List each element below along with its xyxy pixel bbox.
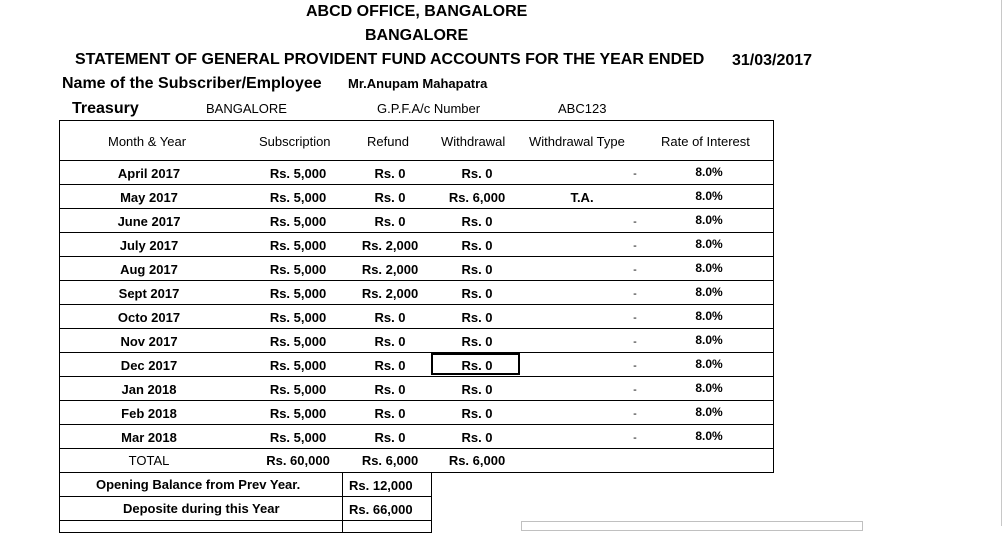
deposit-label: Deposite during this Year	[123, 501, 280, 516]
cell-rate[interactable]: 8.0%	[695, 261, 723, 275]
cell-refund[interactable]: Rs. 0	[374, 382, 406, 397]
cell-month[interactable]: Octo 2017	[117, 310, 181, 325]
cell-withdrawal[interactable]: Rs. 0	[461, 382, 493, 397]
sheet-right-border	[1001, 0, 1002, 526]
cell-month[interactable]: Sept 2017	[118, 286, 180, 301]
cell-rate[interactable]: 8.0%	[695, 429, 723, 443]
cell-withdrawal-type[interactable]: -	[633, 216, 637, 228]
cell-withdrawal-type[interactable]: -	[633, 408, 637, 420]
cell-month[interactable]: Nov 2017	[120, 334, 178, 349]
cell-subscription[interactable]: Rs. 5,000	[269, 262, 327, 277]
cell-subscription[interactable]: Rs. 5,000	[269, 382, 327, 397]
gpf-statement-table	[59, 120, 774, 473]
cell-refund[interactable]: Rs. 2,000	[361, 286, 419, 301]
total-subscription[interactable]: Rs. 60,000	[266, 453, 330, 468]
cell-refund[interactable]: Rs. 0	[374, 334, 406, 349]
row-separator	[60, 256, 773, 257]
cell-subscription[interactable]: Rs. 5,000	[269, 358, 327, 373]
header-withdrawal: Withdrawal	[441, 134, 506, 149]
gpf-value: ABC123	[558, 101, 607, 116]
subscriber-name: Mr.Anupam Mahapatra	[348, 76, 488, 91]
cell-rate[interactable]: 8.0%	[695, 405, 723, 419]
cell-withdrawal[interactable]: Rs. 0	[461, 430, 493, 445]
cell-month[interactable]: April 2017	[117, 166, 181, 181]
cell-month[interactable]: Mar 2018	[121, 430, 177, 445]
cell-subscription[interactable]: Rs. 5,000	[269, 406, 327, 421]
cell-refund[interactable]: Rs. 0	[374, 430, 406, 445]
cell-rate[interactable]: 8.0%	[695, 237, 723, 251]
cell-withdrawal[interactable]: Rs. 6,000	[448, 190, 506, 205]
header-withdrawal-type: Withdrawal Type	[529, 134, 625, 149]
treasury-label: Treasury	[72, 100, 139, 117]
cell-refund[interactable]: Rs. 0	[374, 358, 406, 373]
cell-rate[interactable]: 8.0%	[695, 381, 723, 395]
balance-row-separator	[60, 496, 431, 497]
balance-summary	[59, 473, 432, 533]
cell-month[interactable]: Dec 2017	[120, 358, 178, 373]
office-title: ABCD OFFICE, BANGALORE	[306, 3, 528, 20]
header-subscription: Subscription	[259, 134, 331, 149]
city-title: BANGALORE	[365, 27, 469, 44]
opening-balance-label: Opening Balance from Prev Year.	[96, 477, 301, 492]
treasury-value: BANGALORE	[206, 101, 287, 116]
cell-rate[interactable]: 8.0%	[695, 213, 723, 227]
selected-cell[interactable]	[431, 353, 520, 375]
cell-rate[interactable]: 8.0%	[695, 189, 723, 203]
total-withdrawal[interactable]: Rs. 6,000	[448, 453, 506, 468]
cell-withdrawal-type[interactable]: -	[633, 384, 637, 396]
cell-month[interactable]: Aug 2017	[120, 262, 178, 277]
row-separator	[60, 208, 773, 209]
row-separator	[60, 328, 773, 329]
balance-row-separator	[60, 520, 431, 521]
cell-withdrawal-type[interactable]: -	[633, 360, 637, 372]
cell-subscription[interactable]: Rs. 5,000	[269, 238, 327, 253]
balance-divider	[342, 473, 343, 532]
cell-rate[interactable]: 8.0%	[695, 165, 723, 179]
cell-rate[interactable]: 8.0%	[695, 309, 723, 323]
row-separator	[60, 400, 773, 401]
cell-withdrawal-type[interactable]: -	[633, 432, 637, 444]
cell-withdrawal[interactable]: Rs. 0	[461, 310, 493, 325]
row-separator	[60, 304, 773, 305]
cell-rate[interactable]: 8.0%	[695, 357, 723, 371]
cell-subscription[interactable]: Rs. 5,000	[269, 430, 327, 445]
row-separator	[60, 376, 773, 377]
cell-withdrawal[interactable]: Rs. 0	[461, 166, 493, 181]
cell-subscription[interactable]: Rs. 5,000	[269, 310, 327, 325]
header-rate: Rate of Interest	[661, 134, 750, 149]
row-separator	[60, 280, 773, 281]
cell-withdrawal-type[interactable]: -	[633, 240, 637, 252]
row-separator	[60, 352, 773, 353]
cell-withdrawal[interactable]: Rs. 0	[461, 286, 493, 301]
cell-withdrawal-type[interactable]: -	[633, 312, 637, 324]
cell-month[interactable]: Feb 2018	[121, 406, 177, 421]
header-separator	[60, 160, 773, 161]
cell-withdrawal[interactable]: Rs. 0	[461, 358, 493, 373]
total-month[interactable]: TOTAL	[128, 453, 170, 468]
cell-refund[interactable]: Rs. 2,000	[361, 262, 419, 277]
year-end-date: 31/03/2017	[732, 52, 813, 69]
cell-withdrawal[interactable]: Rs. 0	[461, 262, 493, 277]
cell-subscription[interactable]: Rs. 5,000	[269, 214, 327, 229]
cell-subscription[interactable]: Rs. 5,000	[269, 286, 327, 301]
row-separator	[60, 424, 773, 425]
cell-month[interactable]: Jan 2018	[121, 382, 177, 397]
cell-month[interactable]: June 2017	[117, 214, 181, 229]
row-separator	[60, 448, 773, 449]
subscriber-label: Name of the Subscriber/Employee	[62, 75, 322, 92]
cell-refund[interactable]: Rs. 0	[374, 310, 406, 325]
empty-cell-box	[521, 521, 863, 531]
row-separator	[60, 184, 773, 185]
cell-withdrawal-type[interactable]: T.A.	[570, 190, 594, 205]
header-refund: Refund	[367, 134, 409, 149]
row-separator	[60, 232, 773, 233]
cell-refund[interactable]: Rs. 0	[374, 190, 406, 205]
cell-withdrawal-type[interactable]: -	[633, 288, 637, 300]
cell-rate[interactable]: 8.0%	[695, 285, 723, 299]
header-month: Month & Year	[108, 134, 187, 149]
total-refund[interactable]: Rs. 6,000	[361, 453, 419, 468]
cell-withdrawal[interactable]: Rs. 0	[461, 214, 493, 229]
cell-refund[interactable]: Rs. 0	[374, 166, 406, 181]
cell-refund[interactable]: Rs. 0	[374, 406, 406, 421]
cell-withdrawal[interactable]: Rs. 0	[461, 238, 493, 253]
cell-month[interactable]: July 2017	[119, 238, 179, 253]
cell-subscription[interactable]: Rs. 5,000	[269, 190, 327, 205]
gpf-label: G.P.F.A/c Number	[377, 101, 481, 116]
cell-withdrawal-type[interactable]: -	[633, 336, 637, 348]
cell-withdrawal-type[interactable]: -	[633, 264, 637, 276]
cell-rate[interactable]: 8.0%	[695, 333, 723, 347]
cell-subscription[interactable]: Rs. 5,000	[269, 334, 327, 349]
cell-withdrawal-type[interactable]: -	[633, 168, 637, 180]
cell-subscription[interactable]: Rs. 5,000	[269, 166, 327, 181]
deposit-value[interactable]: Rs. 66,000	[349, 502, 413, 517]
cell-withdrawal[interactable]: Rs. 0	[461, 406, 493, 421]
cell-refund[interactable]: Rs. 2,000	[361, 238, 419, 253]
opening-balance-value[interactable]: Rs. 12,000	[349, 478, 413, 493]
cell-month[interactable]: May 2017	[120, 190, 178, 205]
statement-title: STATEMENT OF GENERAL PROVIDENT FUND ACCOUNTS FOR THE YEAR ENDED	[75, 51, 705, 68]
cell-withdrawal[interactable]: Rs. 0	[461, 334, 493, 349]
cell-refund[interactable]: Rs. 0	[374, 214, 406, 229]
